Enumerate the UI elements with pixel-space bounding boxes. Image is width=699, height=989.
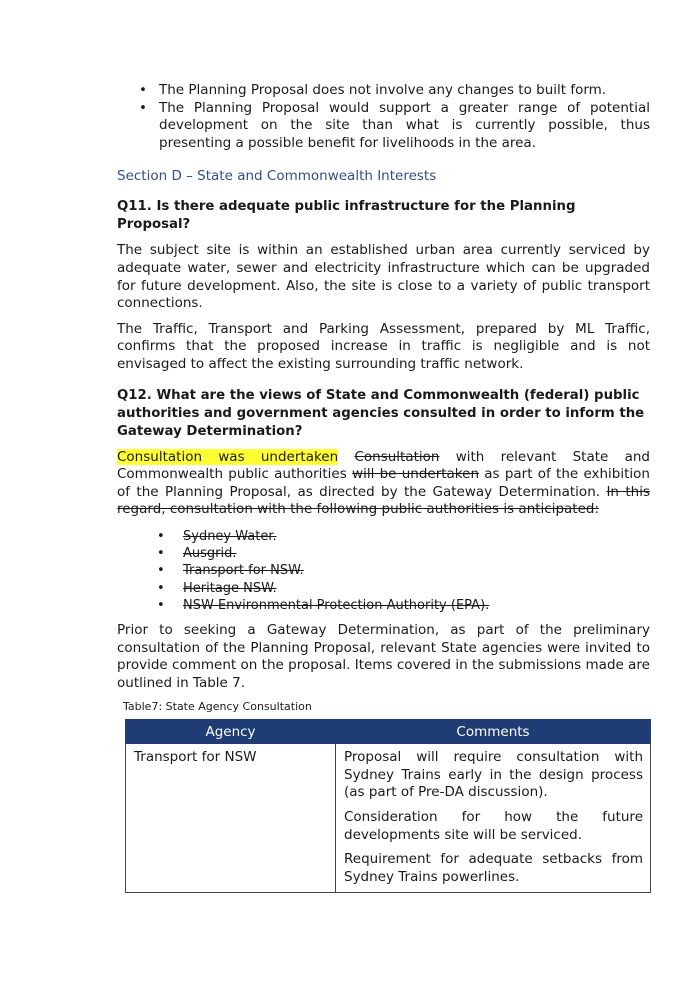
column-header-comments: Comments: [336, 720, 651, 744]
q12-question: Q12. What are the views of State and Commonwealth (federal) public authorities and government agencies consulted in order to inform the Gateway Determination?: [117, 387, 645, 439]
section-d-heading: Section D – State and Commonwealth Interests: [117, 168, 437, 185]
comment-item: Requirement for adequate setbacks from Sydney Trains powerlines.: [344, 851, 643, 885]
top-bullet-list: [117, 82, 650, 152]
paragraph-text: with relevant State and Commonwealth public authorities: [117, 448, 651, 483]
deleted-text: Consultation: [354, 448, 440, 465]
bullet-icon: •: [157, 528, 165, 544]
q11-paragraph-1: The subject site is within an established urban area currently serviced by adequate water, sewer and electricity infrastructure which can be upgraded for future development. Also, the site is close to a variety of public transport connections.: [117, 242, 650, 312]
table-row: [126, 744, 651, 893]
list-item: • Transport for NSW.: [157, 563, 304, 579]
list-item: • Heritage NSW.: [157, 580, 277, 596]
bullet-icon: •: [157, 597, 165, 613]
list-item: • Sydney Water.: [157, 528, 277, 544]
highlighted-insertion: Consultation was undertaken: [117, 448, 339, 465]
list-item: • The Planning Proposal does not involve any changes to built form.: [139, 82, 607, 98]
comment-item: Proposal will require consultation with Sydney Trains early in the design process (as part of Pre-DA discussion).: [344, 749, 643, 801]
bullet-icon: •: [139, 82, 147, 98]
deleted-text: will be undertaken: [352, 466, 480, 483]
list-item: • Ausgrid.: [157, 546, 237, 562]
comments-cell: [336, 744, 651, 893]
deleted-authority-list: [117, 528, 650, 614]
deleted-text: In this regard, consultation with the following public authorities is anticipated:: [117, 483, 650, 518]
column-header-agency: Agency: [126, 720, 336, 744]
q11-question: Q11. Is there adequate public infrastructure for the Planning Proposal?: [117, 199, 576, 233]
paragraph-text: as part of the exhibition of the Planning Proposal, as directed by the Gateway Determination.: [117, 466, 650, 500]
table-header-row: [126, 720, 651, 744]
list-item: • NSW Environmental Protection Authority (EPA).: [157, 597, 490, 613]
agency-cell: Transport for NSW: [126, 744, 336, 893]
table-caption: Table7: State Agency Consultation: [123, 700, 312, 714]
comment-item: Consideration for how the future developments site will be serviced.: [344, 809, 643, 843]
bullet-icon: •: [139, 99, 147, 116]
q11-paragraph-2: The Traffic, Transport and Parking Assessment, prepared by ML Traffic, confirms that the proposed increase in traffic is negligible and is not envisaged to affect the existing surrounding traffic network.: [117, 320, 650, 372]
q12-paragraph-2: Prior to seeking a Gateway Determination, as part of the preliminary consultation of the Planning Proposal, relevant State agencies were invited to provide comment on the proposal. Items covered in the submissions made are outlined in Table 7.: [117, 621, 650, 691]
bullet-icon: •: [157, 546, 165, 562]
state-agency-table: [125, 719, 651, 893]
bullet-icon: •: [157, 580, 165, 596]
q12-paragraph-1: [117, 449, 650, 519]
list-item: • The Planning Proposal would support a greater range of potential development on the site than what is currently possible, thus presenting a possible benefit for livelihoods in the area.: [139, 99, 650, 151]
bullet-icon: •: [157, 563, 165, 579]
page-content: [117, 82, 650, 893]
